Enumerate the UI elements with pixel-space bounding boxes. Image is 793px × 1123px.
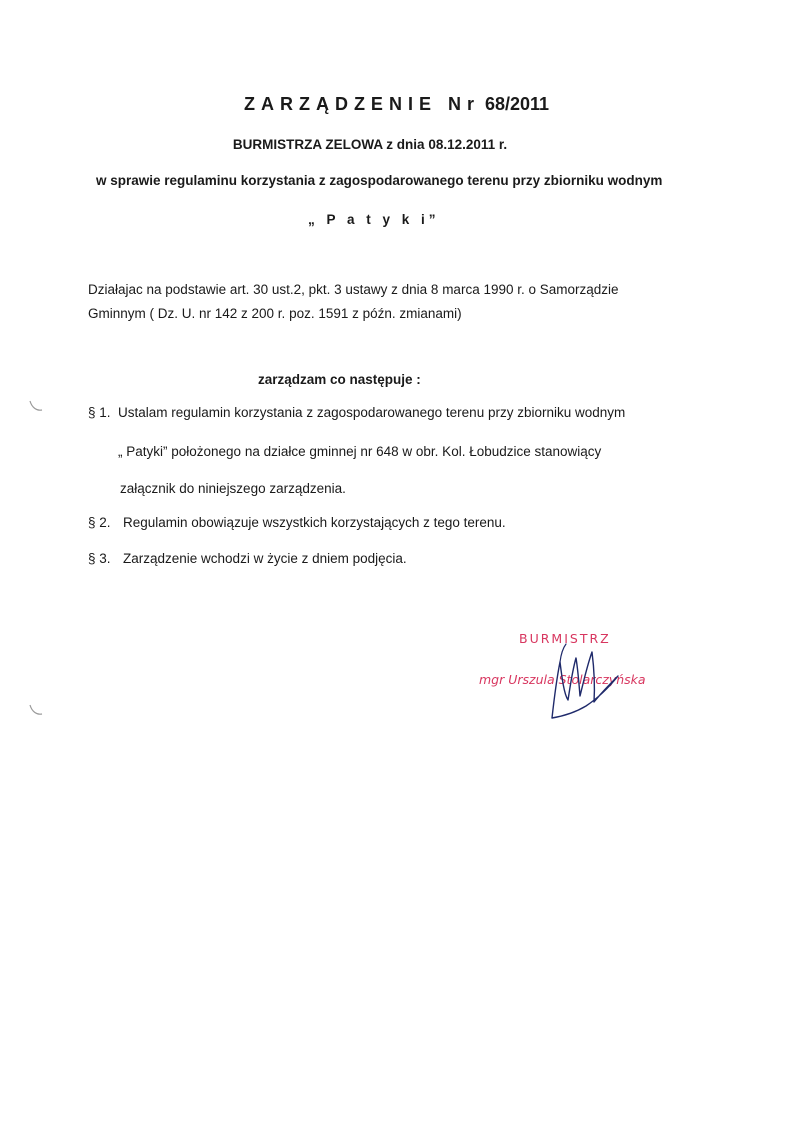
document-title-prefix: ZARZĄDZENIE Nr (243, 94, 480, 114)
paragraph-2-number: § 2. (88, 515, 111, 530)
mayor-stamp (460, 622, 680, 732)
paragraph-3-text: Zarządzenie wchodzi w życie z dniem podjęcia. (123, 551, 407, 566)
paragraph-1-line-3: załącznik do niniejszego zarządzenia. (120, 481, 346, 496)
issuer-line: BURMISTRZA ZELOWA z dnia 08.12.2011 r. (232, 137, 508, 152)
legal-basis-line-2: Gminnym ( Dz. U. nr 142 z 200 r. poz. 1591 z późn. zmianami) (88, 306, 462, 321)
subject-name: „ P a t y k i” (308, 212, 440, 227)
paragraph-3-number: § 3. (88, 551, 111, 566)
document-number: 68/2011 (484, 94, 550, 114)
ordering-line: zarządzam co następuje : (258, 372, 421, 387)
paragraph-2-text: Regulamin obowiązuje wszystkich korzystających z tego terenu. (123, 515, 506, 530)
stamp-title: BURMISTRZ (519, 631, 611, 646)
document-title (0, 94, 793, 115)
subject-line: w sprawie regulaminu korzystania z zagospodarowanego terenu przy zbiorniku wodnym (96, 173, 663, 188)
legal-basis-line-1: Działajac na podstawie art. 30 ust.2, pkt. 3 ustawy z dnia 8 marca 1990 r. o Samorządzie (88, 282, 619, 297)
paragraph-1-line-1: Ustalam regulamin korzystania z zagospodarowanego terenu przy zbiorniku wodnym (118, 405, 626, 420)
paragraph-1-line-2: „ Patyki” położonego na działce gminnej nr 648 w obr. Kol. Łobudzice stanowiący (118, 444, 602, 459)
legal-basis (88, 278, 619, 326)
paragraph-1-number: § 1. (88, 405, 111, 420)
punch-hole-mark-bottom (28, 702, 44, 718)
punch-hole-mark-top (28, 398, 44, 414)
stamp-name: mgr Urszula Stolarczyńska (479, 672, 646, 687)
handwritten-signature (540, 640, 620, 725)
